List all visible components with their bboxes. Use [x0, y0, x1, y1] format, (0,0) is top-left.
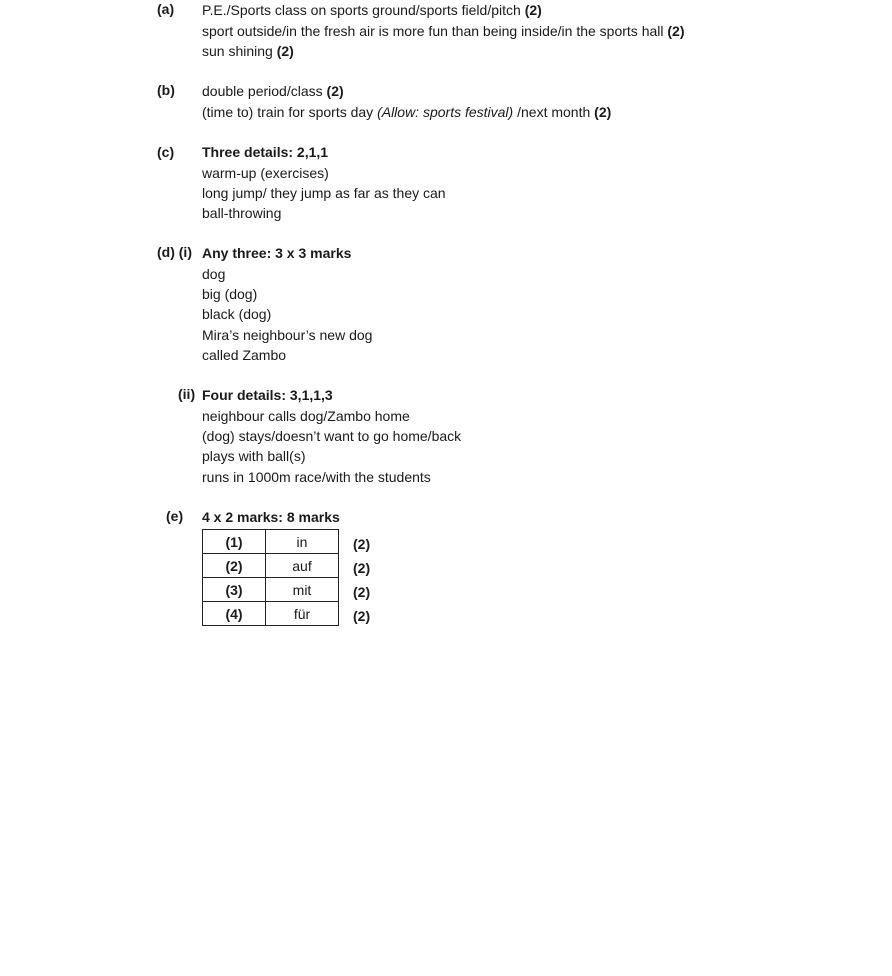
answer-d-ii-item: plays with ball(s) [202, 448, 306, 464]
row-mark: (2) [353, 536, 371, 552]
row-mark: (2) [353, 608, 371, 624]
answer-word: für [266, 602, 339, 626]
question-a-label: (a) [157, 1, 175, 17]
answer-b-line-1: double period/class (2) [202, 83, 344, 99]
table-row [203, 602, 339, 626]
question-b-label: (b) [157, 82, 175, 98]
answer-d-ii-item: runs in 1000m race/with the students [202, 469, 431, 485]
table-row [203, 530, 339, 554]
answer-word: mit [266, 578, 339, 602]
answer-d-i-heading: Any three: 3 x 3 marks [202, 245, 352, 261]
answer-d-i-item: dog [202, 266, 226, 282]
answer-b-line-2: (time to) train for sports day (Allow: sports festival) /next month (2) [202, 104, 612, 120]
question-d-i-label: (d) (i) [157, 244, 192, 260]
question-e-label: (e) [166, 508, 184, 524]
answer-d-ii-heading: Four details: 3,1,1,3 [202, 387, 333, 403]
answer-word: auf [266, 554, 339, 578]
row-mark: (2) [353, 560, 371, 576]
answer-c-item: warm-up (exercises) [202, 165, 329, 181]
table-row [203, 554, 339, 578]
answer-c-item: long jump/ they jump as far as they can [202, 185, 446, 201]
item-number: (2) [203, 554, 266, 578]
answer-word: in [266, 530, 339, 554]
answer-c-item: ball-throwing [202, 205, 282, 221]
answer-a-line-2: sport outside/in the fresh air is more fun than being inside/in the sports hall (2) [202, 23, 685, 39]
answer-a-line-3: sun shining (2) [202, 43, 294, 59]
answer-e-heading: 4 x 2 marks: 8 marks [202, 509, 340, 525]
item-number: (3) [203, 578, 266, 602]
item-number: (1) [203, 530, 266, 554]
answer-e-table [202, 529, 339, 626]
table-row [203, 578, 339, 602]
row-mark: (2) [353, 584, 371, 600]
answer-d-i-item: Mira’s neighbour’s new dog [202, 327, 373, 343]
answer-d-i-item: called Zambo [202, 347, 287, 363]
answer-a-line-1: P.E./Sports class on sports ground/sports field/pitch (2) [202, 2, 542, 18]
answer-d-i-item: big (dog) [202, 286, 258, 302]
answer-d-i-item: black (dog) [202, 306, 272, 322]
question-d-ii-label: (ii) [178, 386, 196, 402]
answer-d-ii-item: (dog) stays/doesn’t want to go home/back [202, 428, 462, 444]
question-c-label: (c) [157, 144, 175, 160]
item-number: (4) [203, 602, 266, 626]
answer-c-heading: Three details: 2,1,1 [202, 144, 329, 160]
answer-d-ii-item: neighbour calls dog/Zambo home [202, 408, 410, 424]
